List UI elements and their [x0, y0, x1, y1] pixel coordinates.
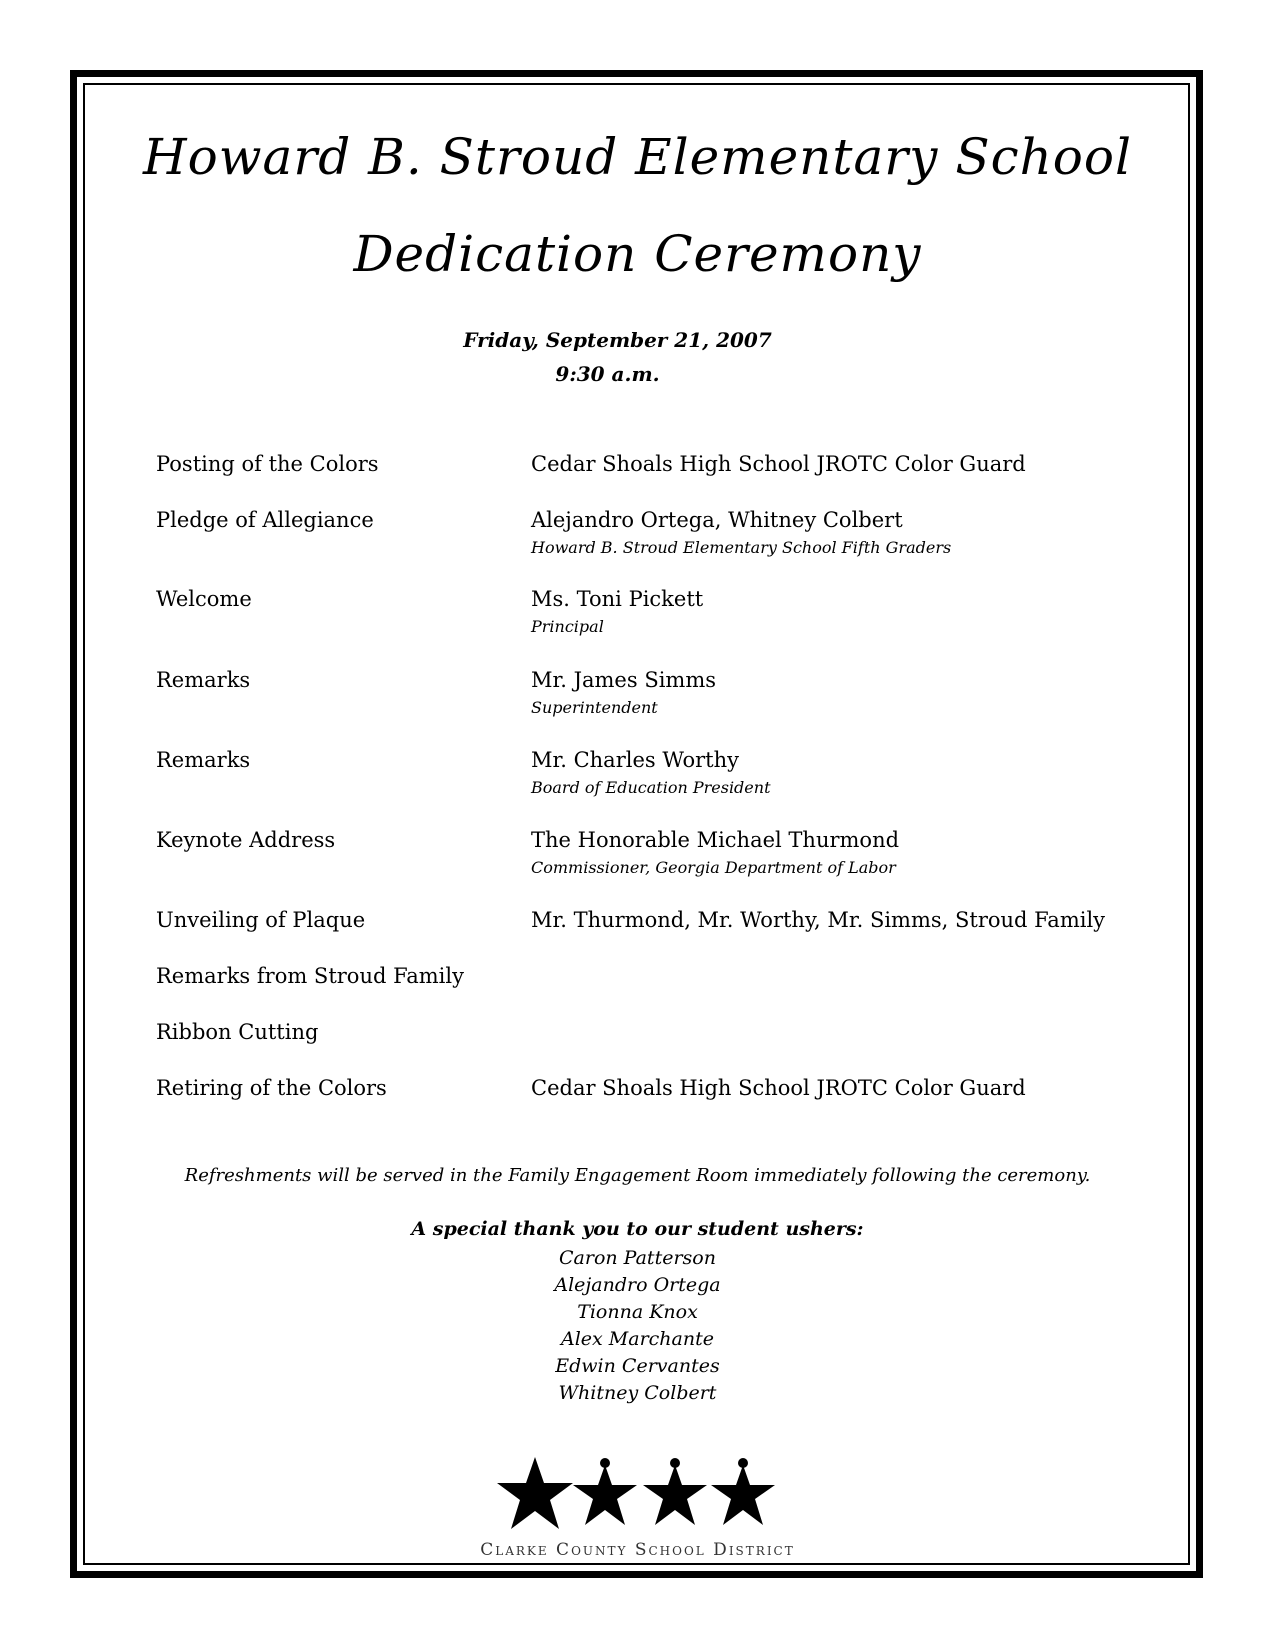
program-role: Howard B. Stroud Elementary School Fifth Graders — [531, 538, 952, 557]
usher-name: Edwin Cervantes — [555, 1355, 720, 1377]
usher-name: Alex Marchante — [561, 1328, 714, 1350]
program-role: Commissioner, Georgia Department of Labor — [531, 858, 896, 877]
program-part: Keynote Address — [156, 828, 336, 852]
four-stars-children-icon — [497, 1455, 781, 1535]
program-presenter: Mr. Thurmond, Mr. Worthy, Mr. Simms, Stroud Family — [531, 908, 1106, 932]
program-presenter: Cedar Shoals High School JROTC Color Guard — [531, 452, 1026, 476]
program-presenter: Cedar Shoals High School JROTC Color Guard — [531, 1076, 1026, 1100]
district-logo-text: Clarke County School District — [480, 1540, 795, 1560]
program-part: Unveiling of Plaque — [156, 908, 366, 932]
title-line-2: Dedication Ceremony — [353, 225, 922, 283]
program-part: Remarks — [156, 668, 251, 692]
usher-name: Whitney Colbert — [558, 1382, 717, 1404]
program-presenter: Alejandro Ortega, Whitney Colbert — [531, 508, 903, 532]
program-part: Remarks — [156, 748, 251, 772]
usher-name: Alejandro Ortega — [554, 1274, 721, 1296]
program-presenter: Mr. Charles Worthy — [531, 748, 740, 772]
title-line-1: Howard B. Stroud Elementary School — [143, 128, 1132, 186]
refreshments-note: Refreshments will be served in the Family Engagement Room immediately following the ceremony. — [184, 1165, 1091, 1186]
program-role: Board of Education President — [531, 778, 771, 797]
program-part: Ribbon Cutting — [156, 1020, 319, 1044]
ushers-heading: A special thank you to our student ushers: — [411, 1218, 864, 1240]
program-presenter: Mr. James Simms — [531, 668, 717, 692]
event-time: 9:30 a.m. — [555, 362, 660, 386]
program-presenter: The Honorable Michael Thurmond — [531, 828, 900, 852]
ushers-list — [100, 1245, 1175, 1407]
program-presenter: Ms. Toni Pickett — [531, 587, 704, 611]
event-date: Friday, September 21, 2007 — [463, 328, 772, 352]
program-part: Welcome — [156, 587, 252, 611]
program-part: Retiring of the Colors — [156, 1076, 387, 1100]
program-part: Pledge of Allegiance — [156, 508, 374, 532]
usher-name: Tionna Knox — [577, 1301, 698, 1323]
program-part: Remarks from Stroud Family — [156, 964, 464, 988]
program-role: Superintendent — [531, 698, 658, 717]
usher-name: Caron Patterson — [559, 1247, 716, 1269]
program-role: Principal — [531, 617, 604, 636]
program-part: Posting of the Colors — [156, 452, 379, 476]
